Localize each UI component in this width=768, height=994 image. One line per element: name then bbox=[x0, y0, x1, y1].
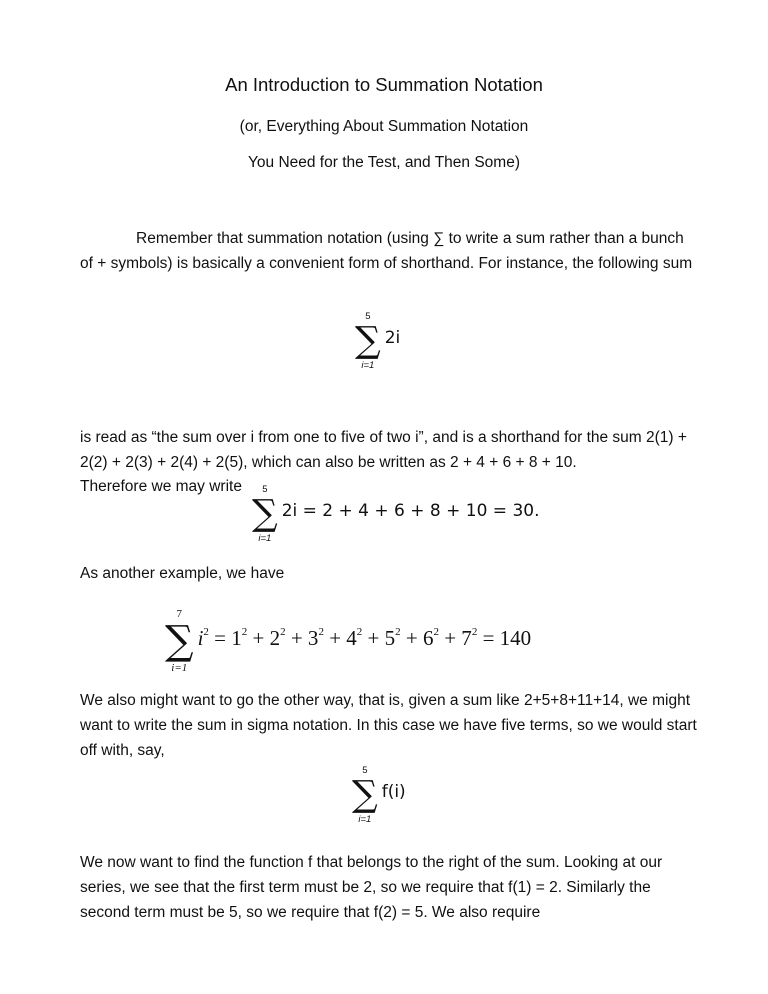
upper-limit: 5 bbox=[365, 311, 371, 322]
summation-squares bbox=[165, 609, 531, 674]
upper-limit: 5 bbox=[362, 765, 368, 776]
sigma-symbol: ∑ bbox=[355, 319, 381, 361]
lower-limit: i=1 bbox=[171, 662, 188, 674]
subtitle-line-2: You Need for the Test, and Then Some) bbox=[247, 154, 520, 171]
lower-limit: i=1 bbox=[258, 532, 272, 544]
lower-limit: i=1 bbox=[358, 813, 372, 825]
sigma-symbol: ∑ bbox=[165, 618, 194, 664]
therefore-paragraph: Therefore we may write bbox=[80, 478, 242, 495]
summand-equation: 2i = 2 + 4 + 6 + 8 + 10 = 30. bbox=[281, 501, 540, 521]
page-title: An Introduction to Summation Notation bbox=[225, 74, 543, 95]
find-function-paragraph: We now want to find the function f that belongs to the right of the sum. Looking at our series, we see that the first term must be 2, so we require that f(1) = 2. Similarly the second term must be 5, so we require that f(2) = 5. We also require bbox=[80, 854, 663, 921]
subtitle-line-1: (or, Everything About Summation Notation bbox=[239, 118, 529, 135]
other-way-paragraph: We also might want to go the other way, that is, given a sum like 2+5+8+11+14, we might want to write the sum in sigma notation. In this case we have five terms, so we would start off with, say, bbox=[80, 692, 697, 759]
sigma-symbol: ∑ bbox=[352, 773, 378, 815]
summand: 2i bbox=[384, 328, 401, 348]
upper-limit: 7 bbox=[176, 608, 183, 620]
lower-limit: i=1 bbox=[361, 359, 375, 371]
summand-function: f(i) bbox=[381, 782, 406, 802]
upper-limit: 5 bbox=[262, 484, 268, 495]
squares-equation: $i^2 = 1^2 + 2^2 + 3^2 + 4^2 + 5^2 + 6^2 + 7^2 = 140$ bbox=[197, 626, 532, 650]
sigma-symbol: ∑ bbox=[252, 492, 278, 534]
explanation-paragraph: is read as “the sum over i from one to five of two i”, and is a shorthand for the sum 2(1) + 2(2) + 2(3) + 2(4) + 2(5), which can also be written as 2 + 4 + 6 + 8 + 10. bbox=[80, 429, 687, 471]
summation-two-i-equals-30 bbox=[252, 485, 539, 543]
another-example-paragraph: As another example, we have bbox=[80, 565, 285, 582]
summation-f-of-i bbox=[352, 766, 406, 824]
intro-paragraph: Remember that summation notation (using ∑ to write a sum rather than a bunch of + symbols) is basically a convenient form of shorthand. For instance, the following sum bbox=[80, 230, 693, 272]
summation-two-i bbox=[355, 312, 400, 370]
